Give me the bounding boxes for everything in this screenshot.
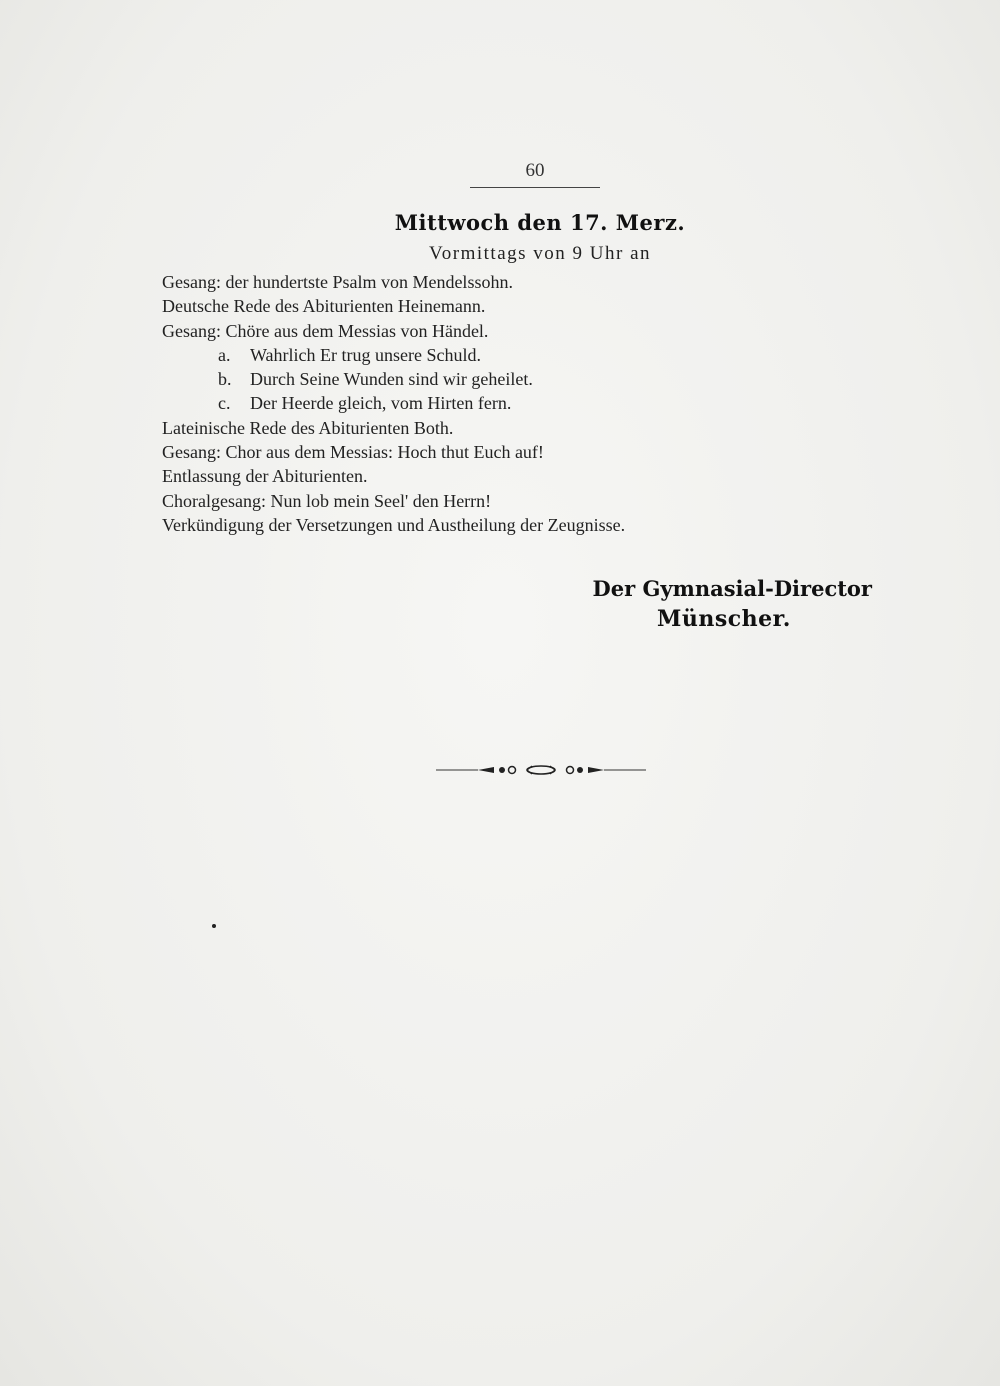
program-item	[162, 416, 782, 440]
section-heading: Mittwoch den 17. Merz.	[394, 210, 686, 235]
program-item-text: Wahrlich Er trug unsere Schuld.	[250, 344, 481, 365]
program-item-text: Der Heerde gleich, vom Hirten fern.	[250, 393, 512, 414]
page-number: 60	[525, 160, 545, 181]
decorative-flourish-icon	[436, 760, 646, 780]
program-item-text: Durch Seine Wunden sind wir geheilet.	[250, 369, 533, 390]
section-subheading: Vormittags von 9 Uhr an	[428, 243, 652, 264]
program-item-text: Gesang: der hundertste Psalm von Mendelssohn.	[162, 272, 513, 292]
program-item-text: Verkündigung der Versetzungen und Austheilung der Zeugnisse.	[162, 514, 626, 535]
program-item	[162, 294, 782, 318]
program-item	[162, 489, 782, 513]
program-subitem-marker: b.	[218, 369, 232, 390]
program-item-text: Lateinische Rede des Abiturienten Both.	[162, 417, 454, 438]
program-item	[162, 464, 782, 488]
program-item-text: Gesang: Chor aus dem Messias: Hoch thut Euch auf!	[162, 442, 544, 463]
program-item	[162, 513, 782, 537]
program-subitem	[162, 343, 782, 367]
signature-title: Der Gymnasial-Director	[592, 576, 872, 601]
program-item-text: Deutsche Rede des Abiturienten Heinemann.	[162, 296, 486, 317]
ink-speck	[212, 924, 216, 928]
program-subitem-marker: c.	[218, 393, 231, 414]
program-item	[162, 270, 782, 294]
program-item-text: Choralgesang: Nun lob mein Seel' den Herrn!	[162, 490, 492, 511]
program-list	[162, 270, 782, 537]
program-item	[162, 440, 782, 464]
program-subitem	[162, 391, 782, 415]
program-item-text: Entlassung der Abiturienten.	[162, 466, 368, 487]
page-number-rule	[470, 187, 600, 188]
program-item-text: Gesang: Chöre aus dem Messias von Händel.	[162, 320, 489, 341]
program-subitem-marker: a.	[218, 344, 231, 365]
program-item	[162, 319, 782, 343]
program-subitem	[162, 367, 782, 391]
signature-name: Münscher.	[657, 606, 791, 632]
